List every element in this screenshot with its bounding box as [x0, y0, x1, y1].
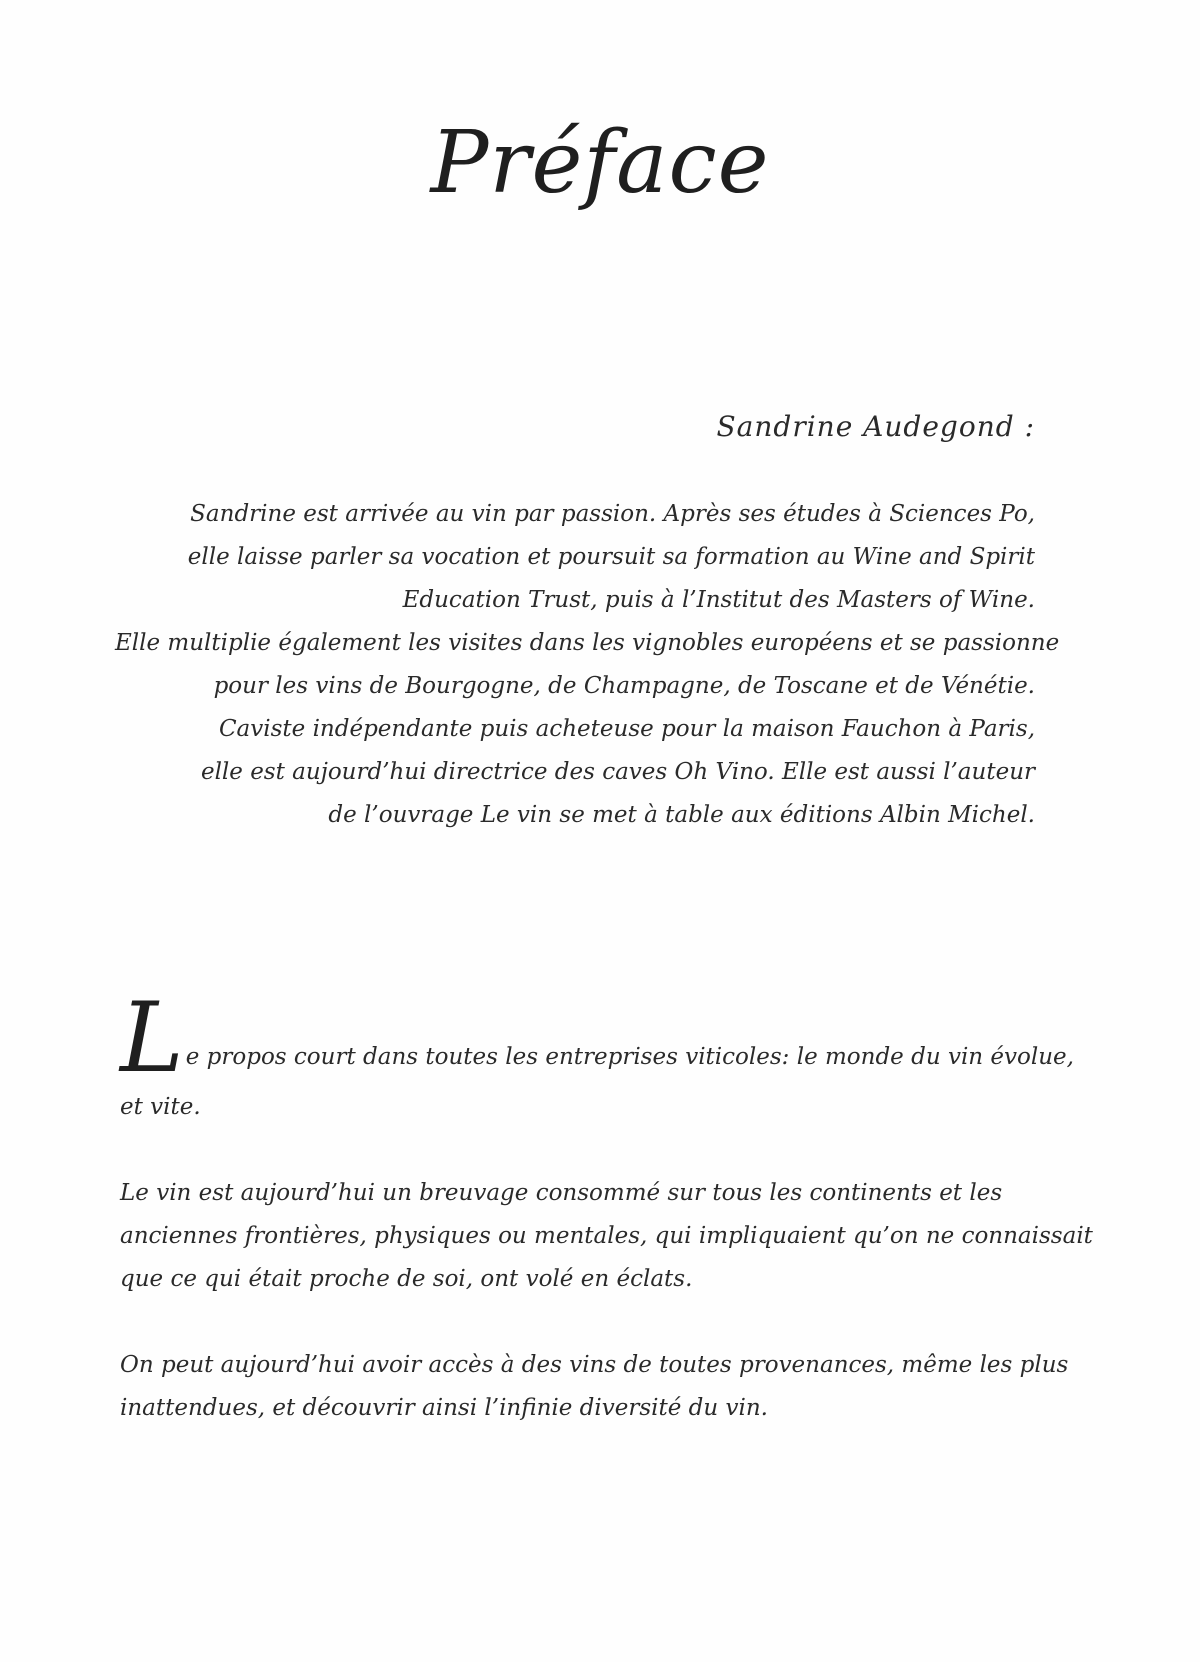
bio-line: pour les vins de Bourgogne, de Champagne, de Toscane et de Vénétie. — [213, 673, 1035, 699]
paragraph-line: e propos court dans toutes les entreprises viticoles: le monde du vin évolue, — [185, 1044, 1074, 1070]
author-block — [115, 410, 1060, 837]
bio-line: Elle multiplie également les visites dans les vignobles européens et se passionne — [115, 630, 1060, 656]
page-title: Préface — [430, 113, 770, 213]
bio-line: Sandrine est arrivée au vin par passion. Après ses études à Sciences Po, — [190, 501, 1035, 527]
paragraph-line: et vite. — [120, 1094, 201, 1120]
paragraph-1 — [120, 982, 1074, 1129]
drop-cap: L — [120, 982, 184, 1094]
paragraph-line: inattendues, et découvrir ainsi l’infinie diversité du vin. — [120, 1395, 768, 1421]
paragraph-2 — [120, 1172, 1093, 1301]
bio-line: Education Trust, puis à l’Institut des Masters of Wine. — [402, 587, 1035, 613]
paragraph-line: anciennes frontières, physiques ou mentales, qui impliquaient qu’on ne connaissait — [120, 1223, 1093, 1249]
bio-line: elle est aujourd’hui directrice des caves Oh Vino. Elle est aussi l’auteur — [200, 759, 1035, 785]
paragraph-line: Le vin est aujourd’hui un breuvage consommé sur tous les continents et les — [120, 1180, 1003, 1206]
bio-line: de l’ouvrage Le vin se met à table aux éditions Albin Michel. — [328, 802, 1035, 828]
paragraph-line: que ce qui était proche de soi, ont volé en éclats. — [120, 1266, 693, 1292]
preface-body — [120, 982, 1093, 1473]
bio-line: Caviste indépendante puis acheteuse pour la maison Fauchon à Paris, — [218, 716, 1035, 742]
author-name: Sandrine Audegond : — [716, 410, 1035, 443]
paragraph-line: On peut aujourd’hui avoir accès à des vins de toutes provenances, même les plus — [120, 1352, 1069, 1378]
author-bio — [115, 493, 1060, 837]
paragraph-3 — [120, 1344, 1069, 1430]
bio-line: elle laisse parler sa vocation et poursuit sa formation au Wine and Spirit — [187, 544, 1035, 570]
